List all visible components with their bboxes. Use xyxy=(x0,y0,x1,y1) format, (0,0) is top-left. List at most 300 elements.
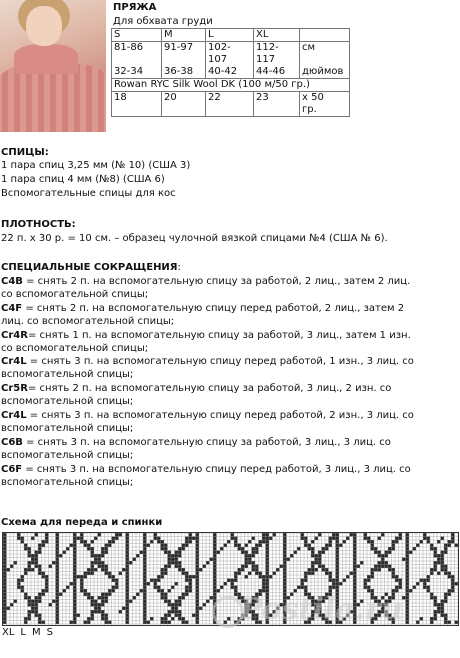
chart-cell xyxy=(56,593,60,597)
chart-cell xyxy=(262,537,266,541)
chart-cell xyxy=(182,572,186,576)
chart-cell xyxy=(28,547,32,551)
table-row xyxy=(112,29,350,42)
chart-cell xyxy=(406,589,410,593)
chart-cell xyxy=(318,561,322,565)
chart-cell xyxy=(273,572,277,576)
chart-cell xyxy=(451,579,455,583)
chart-cell xyxy=(17,579,21,583)
chart-cell xyxy=(80,589,84,593)
chart-cell xyxy=(185,586,189,590)
chart-cell xyxy=(231,579,235,583)
chart-cell xyxy=(56,603,60,607)
abbreviation-item xyxy=(1,464,411,476)
chart-cell xyxy=(73,533,77,537)
chart-cell xyxy=(87,568,91,572)
chart-cell xyxy=(374,568,378,572)
chart-cell xyxy=(45,575,49,579)
chart-cell xyxy=(441,607,445,611)
chart-cell xyxy=(168,621,172,625)
chart-cell xyxy=(3,561,7,565)
chart-cell xyxy=(332,533,336,537)
chart-cell xyxy=(427,537,431,541)
chart-cell xyxy=(304,593,308,597)
chart-cell xyxy=(196,621,200,625)
chart-cell xyxy=(3,540,7,544)
chart-cell xyxy=(126,565,130,569)
chart-cell xyxy=(322,600,326,604)
chart-cell xyxy=(392,593,396,597)
chart-cell xyxy=(3,603,7,607)
chart-cell xyxy=(371,572,375,576)
chart-cell xyxy=(150,617,154,621)
chart-cell xyxy=(388,614,392,618)
chart-cell xyxy=(311,617,315,621)
chart-cell xyxy=(406,621,410,625)
chart-cell xyxy=(112,586,116,590)
chart-cell xyxy=(388,600,392,604)
chart-cell xyxy=(101,603,105,607)
chart-cell xyxy=(262,579,266,583)
chart-cell xyxy=(252,547,256,551)
chart-cell xyxy=(437,554,441,558)
chart-cell xyxy=(35,614,39,618)
chart-cell xyxy=(161,593,165,597)
chart-cell xyxy=(28,565,32,569)
chart-cell xyxy=(325,596,329,600)
chart-cell xyxy=(283,533,287,537)
chart-cell xyxy=(448,593,452,597)
chart-cell xyxy=(395,579,399,583)
chart-cell xyxy=(283,537,287,541)
chart-cell xyxy=(112,575,116,579)
chart-cell xyxy=(444,572,448,576)
chart-cell xyxy=(252,614,256,618)
chart-cell xyxy=(283,589,287,593)
chart-cell xyxy=(266,561,270,565)
chart-cell xyxy=(126,610,130,614)
chart-cell xyxy=(311,540,315,544)
chart-cell xyxy=(315,558,319,562)
chart-cell xyxy=(178,600,182,604)
chart-cell xyxy=(311,572,315,576)
chart-cell xyxy=(388,568,392,572)
chart-cell xyxy=(441,603,445,607)
chart-cell xyxy=(259,575,263,579)
chart-cell xyxy=(21,589,25,593)
chart-cell xyxy=(98,607,102,611)
chart-cell xyxy=(252,537,256,541)
chart-cell xyxy=(434,600,438,604)
chart-cell xyxy=(7,568,11,572)
chart-cell xyxy=(444,568,448,572)
chart-cell xyxy=(255,568,259,572)
chart-cell xyxy=(301,582,305,586)
chart-cell xyxy=(3,579,7,583)
chart-cell xyxy=(283,572,287,576)
chart-cell xyxy=(73,614,77,618)
chart-cell xyxy=(28,614,32,618)
chart-cell xyxy=(178,554,182,558)
chart-cell xyxy=(182,596,186,600)
chart-cell xyxy=(175,607,179,611)
chart-cell xyxy=(353,596,357,600)
chart-cell xyxy=(378,610,382,614)
chart-cell xyxy=(234,540,238,544)
chart-cell xyxy=(266,610,270,614)
chart-cell xyxy=(150,579,154,583)
chart-cell xyxy=(283,575,287,579)
chart-cell xyxy=(311,596,315,600)
chart-cell xyxy=(343,617,347,621)
chart-cell xyxy=(392,572,396,576)
chart-cell xyxy=(17,533,21,537)
chart-cell xyxy=(336,540,340,544)
chart-cell xyxy=(178,551,182,555)
chart-cell xyxy=(353,621,357,625)
chart-cell xyxy=(143,568,147,572)
chart-cell xyxy=(38,621,42,625)
chart-cell xyxy=(227,579,231,583)
chart-cell xyxy=(45,533,49,537)
chart-cell xyxy=(283,610,287,614)
chart-cell xyxy=(38,572,42,576)
chart-cell xyxy=(178,547,182,551)
photo-sweater-shape xyxy=(0,64,106,132)
chart-cell xyxy=(143,554,147,558)
chart-cell xyxy=(367,540,371,544)
chart-cell xyxy=(213,575,217,579)
chart-cell xyxy=(241,565,245,569)
chart-cell xyxy=(213,551,217,555)
chart-cell xyxy=(255,547,259,551)
abbreviation-code: C6F xyxy=(1,463,23,475)
chart-cell xyxy=(101,600,105,604)
chart-cell xyxy=(315,568,319,572)
inch-cell: 36-38 xyxy=(162,66,206,79)
chart-cell xyxy=(343,540,347,544)
chart-cell xyxy=(332,579,336,583)
chart-cell xyxy=(360,600,364,604)
chart-cell xyxy=(413,547,417,551)
chart-cell xyxy=(266,607,270,611)
chart-cell xyxy=(101,614,105,618)
chart-cell xyxy=(98,610,102,614)
chart-cell xyxy=(56,540,60,544)
chart-cell xyxy=(91,617,95,621)
chart-cell xyxy=(178,596,182,600)
chart-cell xyxy=(346,614,350,618)
chart-cell xyxy=(91,540,95,544)
chart-cell xyxy=(56,617,60,621)
cm-cell: 81-86 xyxy=(112,42,162,55)
inch-unit-cell: дюймов xyxy=(300,66,350,79)
chart-cell xyxy=(3,593,7,597)
chart-cell xyxy=(241,551,245,555)
chart-cell xyxy=(241,547,245,551)
chart-cell xyxy=(245,610,249,614)
cm-cell: 117 xyxy=(254,54,300,66)
abbreviation-item xyxy=(1,276,410,288)
chart-cell xyxy=(378,537,382,541)
chart-cell xyxy=(206,600,210,604)
chart-cell xyxy=(378,614,382,618)
chart-cell xyxy=(336,621,340,625)
chart-cell xyxy=(73,582,77,586)
chart-cell xyxy=(220,586,224,590)
chart-cell xyxy=(126,579,130,583)
chart-cell xyxy=(402,558,406,562)
chart-cell xyxy=(385,554,389,558)
chart-cell xyxy=(35,600,39,604)
chart-cell xyxy=(140,551,144,555)
chart-cell xyxy=(143,593,147,597)
chart-cell xyxy=(409,589,413,593)
chart-cell xyxy=(56,572,60,576)
chart-cell xyxy=(315,600,319,604)
chart-cell xyxy=(94,607,98,611)
chart-cell xyxy=(322,617,326,621)
chart-cell xyxy=(399,582,403,586)
chart-cell xyxy=(189,537,193,541)
chart-cell xyxy=(35,565,39,569)
chart-cell xyxy=(213,589,217,593)
chart-cell xyxy=(101,617,105,621)
chart-cell xyxy=(192,575,196,579)
chart-cell xyxy=(427,540,431,544)
chart-cell xyxy=(238,547,242,551)
chart-cell xyxy=(266,572,270,576)
chart-cell xyxy=(259,589,263,593)
abbreviation-item xyxy=(1,383,391,395)
chart-cell xyxy=(374,614,378,618)
chart-cell xyxy=(255,593,259,597)
skein-cell: 22 xyxy=(206,92,254,105)
chart-cell xyxy=(35,551,39,555)
chart-cell xyxy=(3,589,7,593)
chart-cell xyxy=(91,572,95,576)
chart-cell xyxy=(444,547,448,551)
chart-cell xyxy=(325,617,329,621)
chart-cell xyxy=(329,572,333,576)
chart-cell xyxy=(91,561,95,565)
chart-cell xyxy=(245,551,249,555)
chart-cell xyxy=(451,537,455,541)
chart-cell xyxy=(336,600,340,604)
chart-cell xyxy=(325,621,329,625)
chart-cell xyxy=(168,603,172,607)
chart-cell xyxy=(126,582,130,586)
chart-cell xyxy=(339,544,343,548)
chart-cell xyxy=(24,617,28,621)
chart-cell xyxy=(171,558,175,562)
chart-cell xyxy=(161,540,165,544)
chart-cell xyxy=(231,533,235,537)
chart-cell xyxy=(266,537,270,541)
inch-cell: 40-42 xyxy=(206,66,254,79)
chart-cell xyxy=(381,596,385,600)
chart-cell xyxy=(353,610,357,614)
chart-cell xyxy=(126,600,130,604)
chart-cell xyxy=(143,561,147,565)
chart-cell xyxy=(434,610,438,614)
chart-cell xyxy=(98,561,102,565)
chart-cell xyxy=(353,565,357,569)
size-table xyxy=(111,28,350,117)
chart-cell xyxy=(406,544,410,548)
chart-cell xyxy=(262,575,266,579)
chart-cell xyxy=(175,554,179,558)
chart-cell xyxy=(129,561,133,565)
chart-cell xyxy=(252,596,256,600)
chart-cell xyxy=(35,610,39,614)
chart-cell xyxy=(73,551,77,555)
chart-cell xyxy=(441,558,445,562)
chart-cell xyxy=(231,586,235,590)
chart-cell xyxy=(91,600,95,604)
chart-cell xyxy=(175,551,179,555)
chart-cell xyxy=(94,537,98,541)
chart-cell xyxy=(157,575,161,579)
chart-cell xyxy=(406,554,410,558)
chart-cell xyxy=(441,600,445,604)
chart-cell xyxy=(178,561,182,565)
chart-cell xyxy=(420,579,424,583)
chart-cell xyxy=(105,596,109,600)
chart-cell xyxy=(3,554,7,558)
abbreviation-continuation: вспомогательной спицы; xyxy=(1,369,134,381)
chart-cell xyxy=(108,593,112,597)
chart-cell xyxy=(283,596,287,600)
chart-cell xyxy=(301,537,305,541)
chart-cell xyxy=(213,582,217,586)
chart-cell xyxy=(38,600,42,604)
chart-cell xyxy=(287,558,291,562)
chart-cell xyxy=(336,554,340,558)
chart-cell xyxy=(171,586,175,590)
chart-cell xyxy=(283,540,287,544)
abbreviation-code: Cr4L xyxy=(1,356,27,368)
chart-cell xyxy=(322,547,326,551)
chart-cell xyxy=(178,568,182,572)
chart-cell xyxy=(374,565,378,569)
chart-cell xyxy=(126,554,130,558)
chart-cell xyxy=(56,565,60,569)
chart-cell xyxy=(143,551,147,555)
chart-cell xyxy=(329,537,333,541)
chart-cell xyxy=(126,603,130,607)
chart-cell xyxy=(241,568,245,572)
chart-cell xyxy=(143,575,147,579)
chart-cell xyxy=(227,540,231,544)
chart-cell xyxy=(213,547,217,551)
chart-cell xyxy=(336,596,340,600)
chart-cell xyxy=(185,537,189,541)
chart-cell xyxy=(182,593,186,597)
chart-cell xyxy=(336,607,340,611)
chart-cell xyxy=(73,575,77,579)
chart-cell xyxy=(136,593,140,597)
chart-cell xyxy=(161,589,165,593)
chart-cell xyxy=(31,561,35,565)
chart-cell xyxy=(84,575,88,579)
chart-cell xyxy=(49,565,53,569)
chart-cell xyxy=(409,551,413,555)
chart-cell xyxy=(175,600,179,604)
abbreviation-text: = снять 3 п. на вспомогательную спицу перед работой, 3 лиц., 3 лиц. со xyxy=(22,463,411,475)
skein-unit-cell: х 50 xyxy=(300,92,350,105)
chart-cell xyxy=(91,547,95,551)
chart-cell xyxy=(94,554,98,558)
chart-cell xyxy=(374,617,378,621)
chart-cell xyxy=(217,551,221,555)
chart-cell xyxy=(353,600,357,604)
chart-cell xyxy=(416,621,420,625)
chart-cell xyxy=(231,537,235,541)
chart-cell xyxy=(252,603,256,607)
chart-cell xyxy=(378,565,382,569)
abbreviation-item xyxy=(1,356,414,368)
chart-cell xyxy=(336,551,340,555)
chart-cell xyxy=(98,533,102,537)
chart-cell xyxy=(84,540,88,544)
chart-cell xyxy=(175,614,179,618)
chart-cell xyxy=(434,568,438,572)
chart-cell xyxy=(385,614,389,618)
cm-cell xyxy=(300,54,350,66)
chart-cell xyxy=(189,586,193,590)
chart-cell xyxy=(318,533,322,537)
chart-cell xyxy=(80,582,84,586)
chart-cell xyxy=(3,568,7,572)
chart-cell xyxy=(255,621,259,625)
chart-cell xyxy=(406,551,410,555)
chart-cell xyxy=(318,551,322,555)
skein-unit-cell: гр. xyxy=(300,104,350,117)
abbreviation-item xyxy=(1,410,414,422)
chart-cell xyxy=(45,540,49,544)
chart-cell xyxy=(213,572,217,576)
chart-cell xyxy=(360,561,364,565)
chart-cell xyxy=(437,607,441,611)
chart-cell xyxy=(213,540,217,544)
chart-cell xyxy=(56,621,60,625)
chart-cell xyxy=(28,554,32,558)
chart-cell xyxy=(164,572,168,576)
chart-cell xyxy=(353,547,357,551)
chart-cell xyxy=(126,607,130,611)
chart-cell xyxy=(73,537,77,541)
skein-cell: 18 xyxy=(112,92,162,105)
chart-cell xyxy=(189,582,193,586)
chart-cell xyxy=(444,565,448,569)
chart-cell xyxy=(147,544,151,548)
chart-cell xyxy=(434,565,438,569)
chart-cell xyxy=(248,607,252,611)
chart-cell xyxy=(56,537,60,541)
chart-cell xyxy=(126,540,130,544)
chart-cell xyxy=(77,537,81,541)
chart-cell xyxy=(126,596,130,600)
chart-cell xyxy=(385,593,389,597)
chart-cell xyxy=(448,621,452,625)
chart-cell xyxy=(388,596,392,600)
chart-cell xyxy=(164,593,168,597)
chart-cell xyxy=(196,551,200,555)
chart-cell xyxy=(441,554,445,558)
chart-cell xyxy=(245,554,249,558)
chart-cell xyxy=(161,575,165,579)
